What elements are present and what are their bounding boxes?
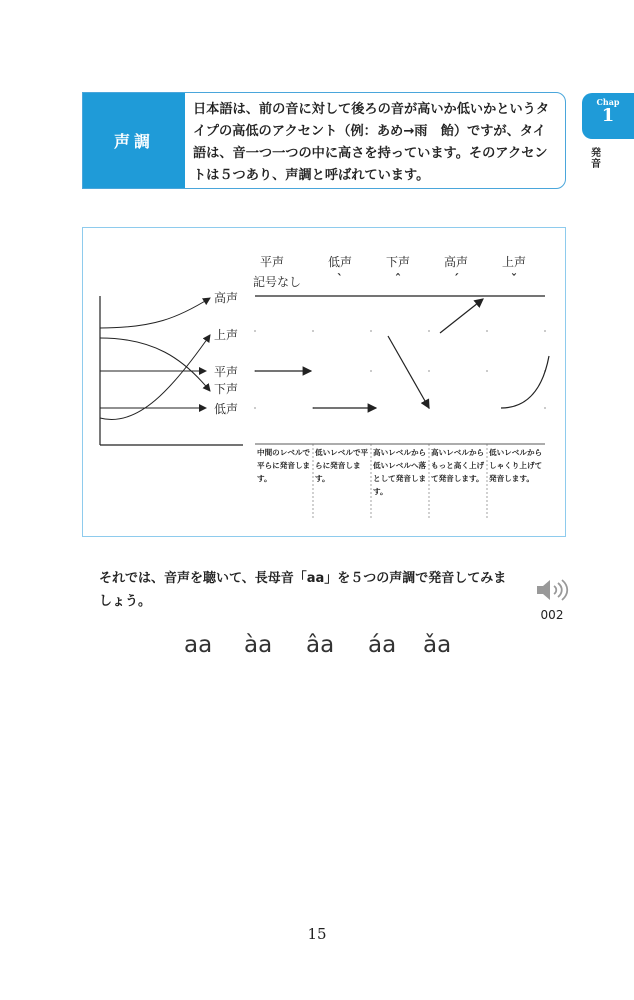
chapter-word: Chap	[596, 97, 620, 107]
level-label-low: 低声	[214, 402, 239, 416]
chapter-side-label: 発音	[591, 148, 601, 170]
level-label-mid: 平声	[214, 365, 239, 379]
tone-mark-falling: ˆ	[395, 272, 401, 286]
section-label: 声調	[83, 93, 185, 188]
tone-mark-rising: ˇ	[511, 272, 517, 286]
intro-box	[82, 92, 566, 189]
tone-mark-high: ˊ	[453, 272, 459, 286]
tone-rising-shape	[501, 356, 549, 408]
vowel-falling: âa	[306, 632, 335, 658]
tone-mark-low: ˋ	[337, 272, 343, 286]
chapter-number: 1	[601, 105, 615, 126]
curve-falling	[100, 338, 210, 391]
vowel-high: áa	[368, 632, 397, 658]
grid-dots	[254, 330, 546, 409]
intro-text: 日本語は、前の音に対して後ろの音が高いか低いかというタイプの高低のアクセント（例：あめ→雨 飴）ですが、タイ語は、音一つ一つの中に高さを持っています。そのアクセントは５つあり、声調と呼ばれています。	[193, 102, 550, 183]
tone-mark-mid: 記号なし	[253, 275, 302, 289]
page-number: 15	[307, 925, 327, 943]
desc-mid: 中間のレベルで平らに発音します。	[257, 448, 311, 483]
tone-high-shape	[440, 299, 483, 333]
desc-high: 高いレベルからもっと高く上げて発音します。	[431, 448, 485, 483]
tone-name-falling: 下声	[385, 255, 410, 269]
desc-rising: 低いレベルからしゃくり上げて発音します。	[489, 448, 543, 483]
tone-falling-shape	[388, 336, 429, 408]
speaker-icon	[535, 578, 569, 602]
tone-name-rising: 上声	[501, 255, 526, 269]
level-label-high: 高声	[214, 291, 239, 305]
audio-track-number: 002	[540, 608, 564, 622]
audio-track[interactable]	[532, 578, 572, 622]
tone-name-mid: 平声	[259, 255, 284, 269]
instruction-text: それでは、音声を聴いて、長母音「aa」を５つの声調で発音してみましょう。	[99, 571, 507, 609]
tone-name-low: 低声	[327, 255, 352, 269]
vowel-row	[0, 632, 634, 662]
chapter-tab	[582, 93, 634, 139]
vowel-mid: aa	[184, 632, 213, 658]
tone-diagram	[82, 227, 566, 537]
tone-name-high: 高声	[443, 255, 468, 269]
curve-high	[100, 298, 210, 328]
level-label-rising: 上声	[214, 328, 239, 342]
desc-low: 低いレベルで平らに発音します。	[315, 448, 369, 483]
vowel-low: àa	[244, 632, 273, 658]
level-label-falling: 下声	[214, 382, 239, 396]
vowel-rising: ǎa	[423, 632, 452, 658]
desc-falling: 高いレベルから低いレベルへ落として発音します。	[373, 448, 427, 496]
